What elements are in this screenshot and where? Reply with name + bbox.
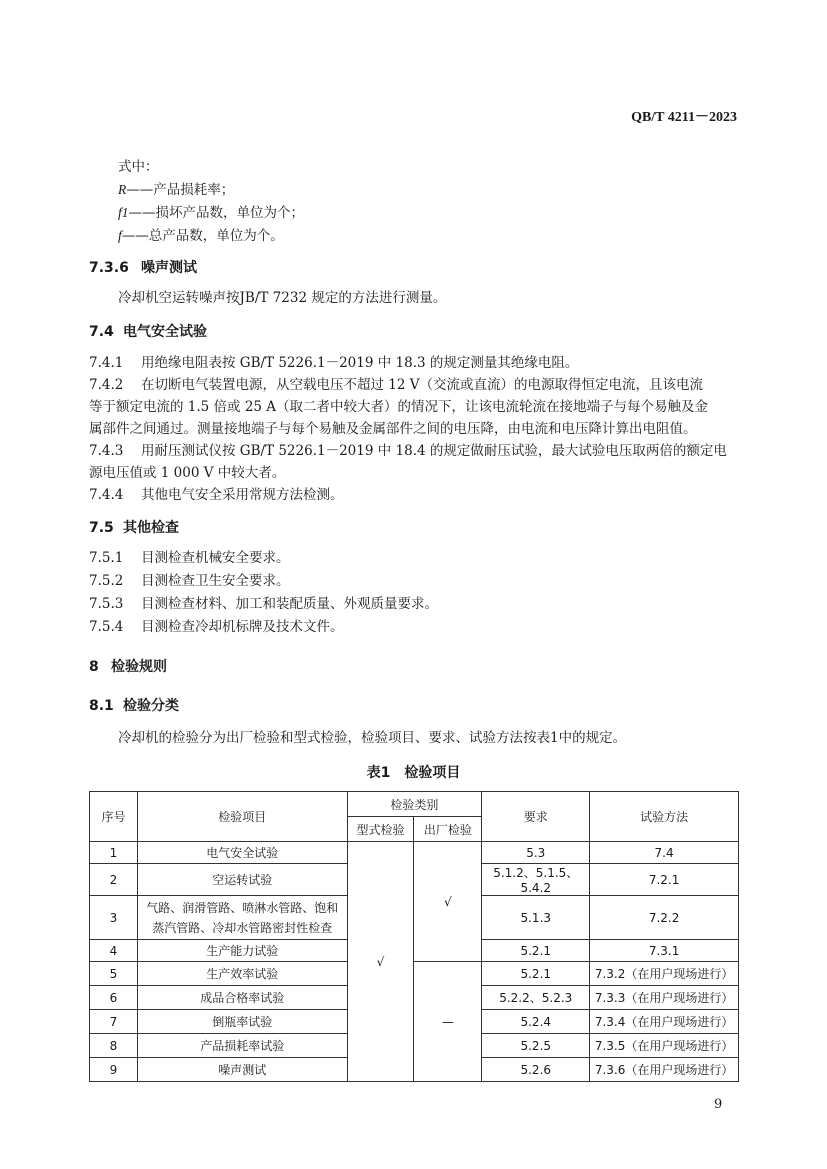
cell-item: 噪声测试	[137, 1058, 347, 1082]
cell-item: 产品损耗率试验	[137, 1034, 347, 1058]
formula-var-f1	[118, 203, 304, 223]
header-requirement: 要求	[482, 792, 590, 842]
clause-text: 其他电气安全采用常规方法检测。	[141, 487, 344, 503]
section-number: 8.1	[89, 698, 114, 714]
header-factory-test: 出厂检验	[414, 817, 482, 842]
cell-method: 7.3.5（在用户现场进行）	[590, 1034, 739, 1058]
clause-number: 7.4.3	[89, 443, 124, 459]
cell-item-line1: 气路、润滑管路、喷淋水管路、饱和	[146, 900, 339, 915]
clause-7-4-3	[89, 441, 727, 461]
cell-method: 7.4	[590, 842, 739, 864]
cell-no: 3	[90, 896, 138, 940]
standard-number: QB/T 4211－2023	[631, 110, 737, 125]
section-number: 8	[89, 659, 99, 675]
cell-item-line2: 蒸汽管路、冷却水管路密封性检查	[152, 920, 333, 935]
section-title: 噪声测试	[141, 260, 197, 276]
cell-no: 7	[90, 1010, 138, 1034]
clause-7-4-3-line2: 源电压值或 1 000 V 中较大者。	[89, 465, 286, 481]
section-title: 其他检查	[123, 520, 179, 536]
clause-7-4-2-line3: 属部件之间通过。测量接地端子与每个易触及金属部件之间的电压降，由电流和电压降计算出电阻值。	[89, 421, 697, 437]
clause-number: 7.4.4	[89, 487, 124, 503]
inspection-items-table	[89, 791, 739, 1082]
table-row	[90, 962, 739, 986]
clause-text: 用绝缘电阻表按 GB/T 5226.1－2019 中 18.3 的规定测量其绝缘电阻。	[141, 355, 579, 371]
cell-method: 7.3.3（在用户现场进行）	[590, 986, 739, 1010]
var-symbol: f1	[118, 205, 129, 220]
cell-no: 2	[90, 864, 138, 896]
formula-intro: 式中：	[118, 159, 159, 175]
cell-method: 7.3.6（在用户现场进行）	[590, 1058, 739, 1082]
clause-text: 用耐压测试仪按 GB/T 5226.1－2019 中 18.4 的规定做耐压试验，最大试验电压取两倍的额定电	[141, 443, 727, 459]
cell-no: 5	[90, 962, 138, 986]
cell-method: 7.3.2（在用户现场进行）	[590, 962, 739, 986]
cell-requirement: 5.1.3	[482, 896, 590, 940]
paragraph-7-3-6: 冷却机空运转噪声按JB/T 7232 规定的方法进行测量。	[118, 290, 447, 306]
var-desc: ——损坏产品数，单位为个；	[128, 205, 305, 221]
var-desc: ——总产品数，单位为个。	[121, 228, 284, 244]
cell-no: 6	[90, 986, 138, 1010]
header-item: 检验项目	[137, 792, 347, 842]
cell-factory-test-none: —	[414, 962, 482, 1082]
cell-requirement: 5.1.2、5.1.5、5.4.2	[482, 864, 590, 896]
cell-requirement: 5.3	[482, 842, 590, 864]
var-desc: ——产品损耗率；	[126, 182, 235, 198]
heading-7-4	[89, 321, 207, 341]
cell-factory-test-mark: √	[414, 842, 482, 962]
heading-7-5	[89, 517, 179, 537]
cell-no: 4	[90, 940, 138, 962]
clause-number: 7.4.2	[89, 377, 124, 393]
clause-7-5-3	[89, 594, 438, 614]
cell-requirement: 5.2.4	[482, 1010, 590, 1034]
section-number: 7.5	[89, 520, 114, 536]
cell-item: 空运转试验	[137, 864, 347, 896]
section-title: 电气安全试验	[123, 324, 207, 340]
header-category: 检验类别	[347, 792, 482, 817]
section-title: 检验规则	[111, 659, 167, 675]
clause-7-5-1	[89, 548, 290, 568]
cell-item: 成品合格率试验	[137, 986, 347, 1010]
page-number: 9	[714, 1097, 723, 1112]
clause-7-4-2	[89, 375, 703, 395]
cell-method: 7.3.4（在用户现场进行）	[590, 1010, 739, 1034]
section-title: 检验分类	[123, 698, 179, 714]
cell-requirement: 5.2.2、5.2.3	[482, 986, 590, 1010]
table-row	[90, 842, 739, 864]
formula-var-f	[118, 226, 284, 246]
clause-7-5-4	[89, 617, 344, 637]
heading-7-3-6	[89, 257, 197, 277]
cell-method: 7.2.1	[590, 864, 739, 896]
section-number: 7.4	[89, 324, 114, 340]
clause-number: 7.5.4	[89, 619, 124, 635]
clause-number: 7.4.1	[89, 355, 124, 371]
clause-text: 目测检查材料、加工和装配质量、外观质量要求。	[141, 596, 438, 612]
header-type-test: 型式检验	[347, 817, 414, 842]
cell-requirement: 5.2.1	[482, 962, 590, 986]
paragraph-8-1: 冷却机的检验分为出厂检验和型式检验，检验项目、要求、试验方法按表1中的规定。	[118, 730, 627, 746]
cell-type-test-mark: √	[347, 842, 414, 1082]
cell-item: 倒瓶率试验	[137, 1010, 347, 1034]
header-method: 试验方法	[590, 792, 739, 842]
clause-text: 目测检查卫生安全要求。	[141, 573, 290, 589]
header-no: 序号	[90, 792, 138, 842]
clause-7-4-2-line2: 等于额定电流的 1.5 倍或 25 A（取二者中较大者）的情况下，让该电流轮流在接地端子与每个易触及金	[89, 399, 709, 415]
clause-7-4-4	[89, 485, 344, 505]
clause-7-4-1	[89, 353, 578, 373]
cell-method: 7.3.1	[590, 940, 739, 962]
clause-text: 目测检查机械安全要求。	[141, 550, 290, 566]
clause-text: 目测检查冷却机标牌及技术文件。	[141, 619, 344, 635]
clause-number: 7.5.2	[89, 573, 124, 589]
clause-text: 在切断电气装置电源，从空载电压不超过 12 V（交流或直流）的电源取得恒定电流，且该电流	[141, 377, 704, 393]
heading-8-1	[89, 695, 179, 715]
table-header-row	[90, 792, 739, 817]
table-caption: 表1 检验项目	[366, 765, 461, 781]
formula-var-r	[118, 180, 234, 200]
cell-item: 生产效率试验	[137, 962, 347, 986]
var-symbol: f	[118, 228, 122, 243]
cell-item	[137, 896, 347, 940]
cell-method: 7.2.2	[590, 896, 739, 940]
clause-number: 7.5.3	[89, 596, 124, 612]
clause-number: 7.5.1	[89, 550, 124, 566]
cell-no: 8	[90, 1034, 138, 1058]
cell-requirement: 5.2.5	[482, 1034, 590, 1058]
cell-item: 生产能力试验	[137, 940, 347, 962]
cell-requirement: 5.2.6	[482, 1058, 590, 1082]
heading-8	[89, 656, 167, 676]
var-symbol: R	[118, 182, 127, 197]
clause-7-5-2	[89, 571, 290, 591]
cell-no: 9	[90, 1058, 138, 1082]
cell-item: 电气安全试验	[137, 842, 347, 864]
cell-no: 1	[90, 842, 138, 864]
section-number: 7.3.6	[89, 260, 129, 276]
cell-requirement: 5.2.1	[482, 940, 590, 962]
